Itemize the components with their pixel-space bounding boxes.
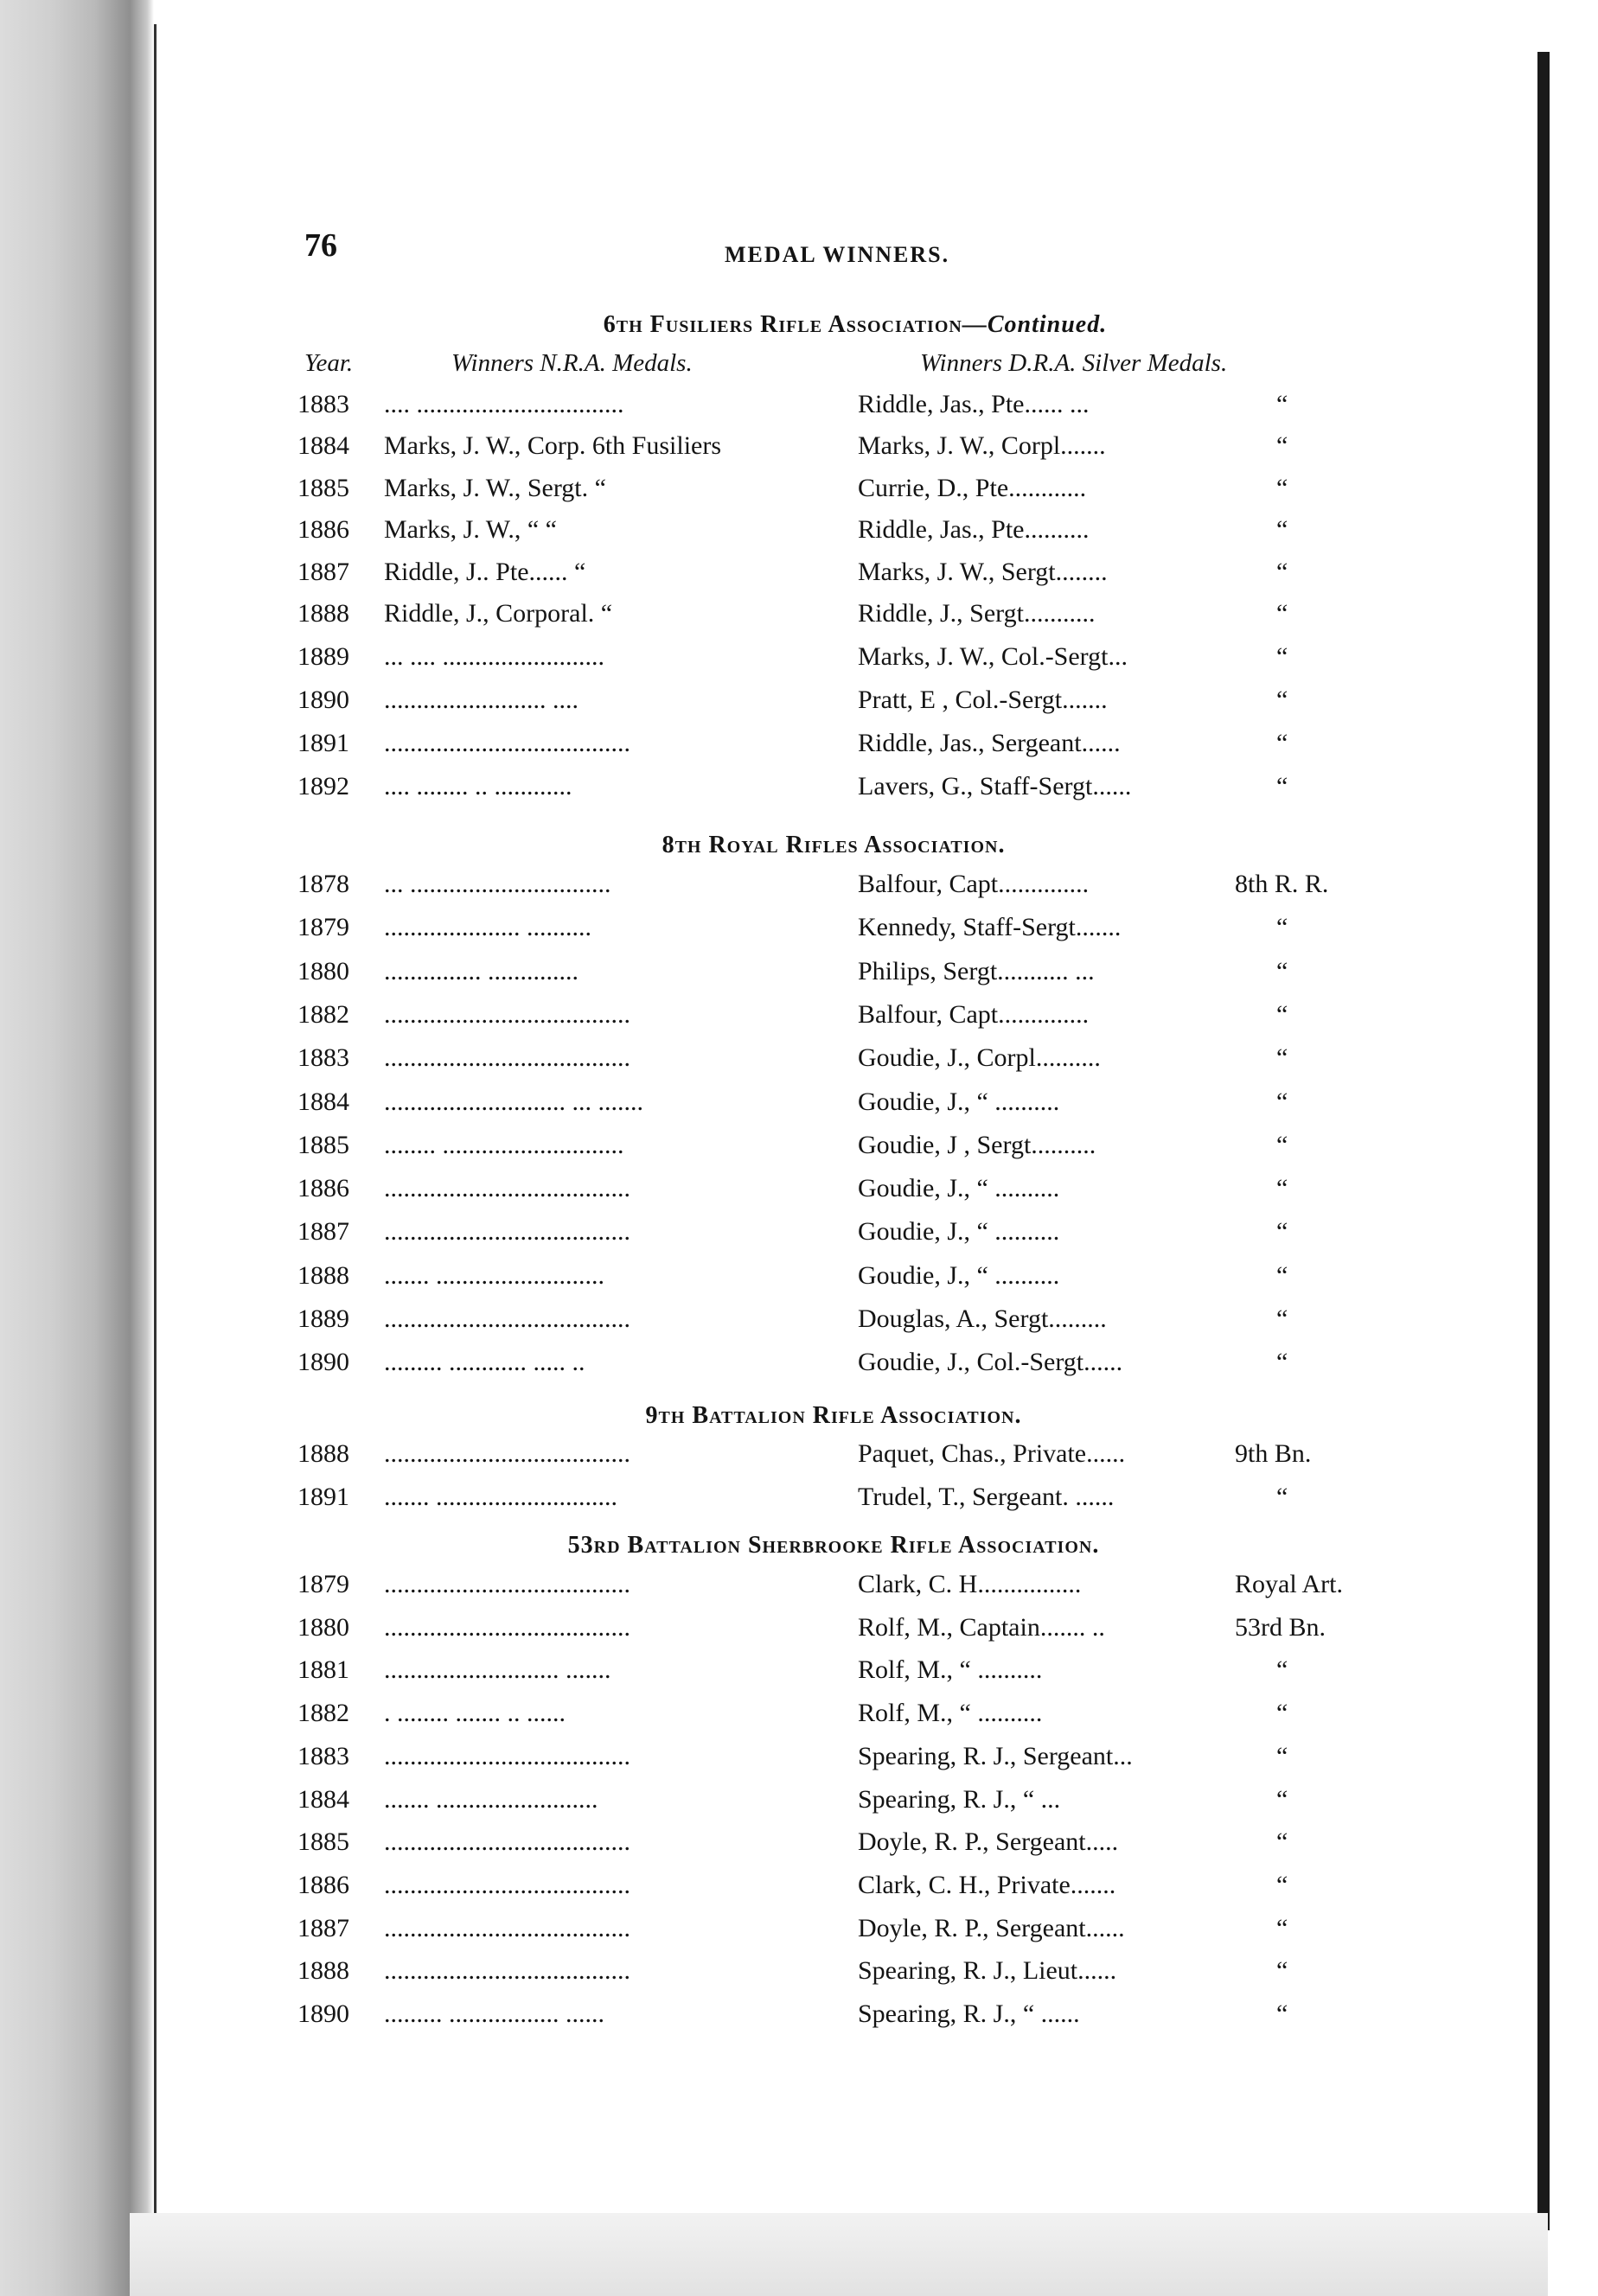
unit-cell: Royal Art. [1235,1570,1343,1598]
nra-winner-cell: ....... ............................ [384,1483,617,1511]
unit-cell: “ [1276,515,1288,544]
dra-winner-cell: Goudie, J , Sergt.......... [858,1130,1096,1159]
dra-winner-cell: Riddle, Jas., Pte...... ... [858,390,1090,418]
dra-winner-cell: Doyle, R. P., Sergeant..... [858,1827,1119,1857]
table-row [0,1259,1598,1297]
column-header-dra: Winners D.R.A. Silver Medals. [920,349,1228,377]
unit-cell: 9th Bn. [1235,1439,1312,1468]
year-cell: 1888 [297,599,349,628]
continued-label: —Continued. [962,311,1108,338]
table-row [0,513,1598,551]
table-row [0,1739,1598,1777]
year-cell: 1891 [297,1483,349,1511]
unit-cell: 8th R. R. [1235,870,1329,898]
dra-winner-cell: Marks, J. W., Col.-Sergt... [858,642,1128,671]
nra-winner-cell: ......................... .... [384,686,578,714]
table-row [0,1997,1598,2035]
nra-winner-cell: ...................................... [384,1439,630,1468]
unit-cell: “ [1276,599,1288,628]
table-row [0,1567,1598,1605]
nra-winner-cell: ...................................... [384,1913,630,1942]
table-row [0,387,1598,425]
year-cell: 1885 [297,1130,349,1159]
unit-cell: “ [1276,1174,1288,1203]
unit-cell: “ [1276,1483,1288,1511]
unit-cell: “ [1276,1217,1288,1247]
unit-cell: “ [1276,1741,1288,1770]
dra-winner-cell: Goudie, J., Corpl.......... [858,1043,1101,1073]
section-title-9th-battalion: 9th Battalion Rifle Association. [645,1402,1022,1429]
year-cell: 1883 [297,390,349,418]
table-row [0,1954,1598,1992]
year-cell: 1880 [297,1612,349,1642]
unit-cell: “ [1276,1870,1288,1899]
section-title-53rd-battalion: 53rd Battalion Sherbrooke Rifle Association. [567,1532,1100,1559]
nra-winner-cell: ...................................... [384,1043,630,1073]
year-cell: 1888 [297,1439,349,1468]
table-row [0,1215,1598,1253]
nra-winner-cell: .... ................................ [384,390,624,418]
nra-winner-cell: ...................................... [384,1870,630,1899]
year-cell: 1886 [297,1174,349,1203]
table-row [0,555,1598,593]
section-title-text: 6th Fusiliers Rifle Association [603,311,962,338]
year-cell: 1892 [297,772,349,800]
table-row [0,1437,1598,1475]
dra-winner-cell: Paquet, Chas., Private...... [858,1439,1126,1468]
year-cell: 1879 [297,913,349,942]
table-row [0,683,1598,721]
year-cell: 1888 [297,1260,349,1290]
scan-margin [130,2213,1548,2296]
year-cell: 1890 [297,1999,349,2028]
unit-cell: “ [1276,558,1288,586]
table-row [0,1783,1598,1821]
table-row [0,1610,1598,1649]
year-cell: 1880 [297,956,349,985]
nra-winner-cell: ...................................... [384,1612,630,1642]
year-cell: 1886 [297,515,349,544]
nra-winner-cell: ...................................... [384,1304,630,1333]
year-cell: 1888 [297,1956,349,1986]
unit-cell: “ [1276,1260,1288,1290]
unit-cell: 53rd Bn. [1235,1612,1326,1642]
unit-cell: “ [1276,1348,1288,1377]
dra-winner-cell: Pratt, E , Col.-Sergt....... [858,686,1108,714]
nra-winner-cell: Marks, J. W., Sergt. “ [384,474,606,502]
table-row [0,1171,1598,1209]
nra-winner-cell: .... ........ .. ............ [384,772,572,800]
nra-winner-cell: . ........ ....... .. ...... [384,1699,566,1728]
dra-winner-cell: Balfour, Capt.............. [858,870,1090,898]
dra-winner-cell: Trudel, T., Sergeant. ...... [858,1483,1115,1511]
unit-cell: “ [1276,686,1288,714]
year-cell: 1889 [297,642,349,671]
dra-winner-cell: Riddle, Jas., Sergeant...... [858,729,1121,757]
page-number: 76 [304,227,337,264]
nra-winner-cell: ...................................... [384,1570,630,1598]
dra-winner-cell: Marks, J. W., Corpl....... [858,431,1106,460]
unit-cell: “ [1276,729,1288,757]
year-cell: 1887 [297,558,349,586]
table-row [0,1868,1598,1906]
unit-cell: “ [1276,1699,1288,1728]
unit-cell: “ [1276,913,1288,942]
dra-winner-cell: Lavers, G., Staff-Sergt...... [858,772,1132,800]
year-cell: 1883 [297,1043,349,1073]
table-row [0,769,1598,807]
dra-winner-cell: Goudie, J., Col.-Sergt...... [858,1348,1123,1377]
nra-winner-cell: ..................... .......... [384,913,591,942]
unit-cell: “ [1276,642,1288,671]
nra-winner-cell: ...................................... [384,1741,630,1770]
table-row [0,726,1598,764]
unit-cell: “ [1276,1913,1288,1942]
unit-cell: “ [1276,1655,1288,1685]
dra-winner-cell: Spearing, R. J., “ ... [858,1784,1061,1814]
table-row [0,1345,1598,1383]
year-cell: 1891 [297,729,349,757]
nra-winner-cell: ....... .......................... [384,1260,604,1290]
nra-winner-cell: ............................ ... ....... [384,1087,643,1116]
table-row [0,1128,1598,1166]
year-cell: 1890 [297,686,349,714]
section-title-8th-royal-rifles: 8th Royal Rifles Association. [662,832,1006,858]
nra-winner-cell: Marks, J. W., Corp. 6th Fusiliers [384,431,722,460]
table-row [0,596,1598,635]
table-row [0,429,1598,467]
nra-winner-cell: ... ............................... [384,870,611,898]
nra-winner-cell: ...................................... [384,1217,630,1247]
unit-cell: “ [1276,1087,1288,1116]
nra-winner-cell: ...................................... [384,1827,630,1857]
table-row [0,1696,1598,1734]
unit-cell: “ [1276,1784,1288,1814]
unit-cell: “ [1276,999,1288,1029]
dra-winner-cell: Kennedy, Staff-Sergt....... [858,913,1122,942]
nra-winner-cell: ...................................... [384,729,630,757]
dra-winner-cell: Rolf, M., Captain....... .. [858,1612,1105,1642]
unit-cell: “ [1276,474,1288,502]
year-cell: 1887 [297,1217,349,1247]
table-row [0,471,1598,509]
unit-cell: “ [1276,431,1288,460]
table-row [0,640,1598,678]
table-row [0,1085,1598,1123]
dra-winner-cell: Riddle, Jas., Pte.......... [858,515,1090,544]
nra-winner-cell: ...................................... [384,1174,630,1203]
table-row [0,1480,1598,1518]
year-cell: 1883 [297,1741,349,1770]
nra-winner-cell: ...................................... [384,1956,630,1986]
year-cell: 1885 [297,1827,349,1857]
dra-winner-cell: Balfour, Capt.............. [858,999,1090,1029]
unit-cell: “ [1276,1130,1288,1159]
nra-winner-cell: ......... ................. ...... [384,1999,604,2028]
dra-winner-cell: Marks, J. W., Sergt........ [858,558,1108,586]
year-cell: 1890 [297,1348,349,1377]
dra-winner-cell: Goudie, J., “ .......... [858,1087,1060,1116]
dra-winner-cell: Rolf, M., “ .......... [858,1699,1043,1728]
dra-winner-cell: Goudie, J., “ .......... [858,1217,1060,1247]
table-row [0,867,1598,905]
dra-winner-cell: Currie, D., Pte............ [858,474,1087,502]
table-row [0,1911,1598,1949]
table-row [0,1825,1598,1863]
nra-winner-cell: ........................... ....... [384,1655,611,1685]
nra-winner-cell: Marks, J. W., “ “ [384,515,557,544]
unit-cell: “ [1276,1956,1288,1986]
nra-winner-cell: ........ ............................ [384,1130,624,1159]
year-cell: 1886 [297,1870,349,1899]
table-row [0,910,1598,948]
year-cell: 1885 [297,474,349,502]
dra-winner-cell: Goudie, J., “ .......... [858,1174,1060,1203]
dra-winner-cell: Spearing, R. J., “ ...... [858,1999,1080,2028]
year-cell: 1887 [297,1913,349,1942]
dra-winner-cell: Douglas, A., Sergt......... [858,1304,1107,1333]
dra-winner-cell: Goudie, J., “ .......... [858,1260,1060,1290]
year-cell: 1884 [297,1087,349,1116]
dra-winner-cell: Philips, Sergt........... ... [858,956,1095,985]
section-title-6th-fusiliers [0,311,1598,339]
column-header-nra: Winners N.R.A. Medals. [451,349,693,377]
unit-cell: “ [1276,1827,1288,1857]
dra-winner-cell: Spearing, R. J., Lieut...... [858,1956,1117,1986]
table-row [0,1653,1598,1691]
nra-winner-cell: Riddle, J., Corporal. “ [384,599,613,628]
unit-cell: “ [1276,772,1288,800]
year-cell: 1882 [297,1699,349,1728]
year-cell: 1882 [297,999,349,1029]
year-cell: 1889 [297,1304,349,1333]
year-cell: 1881 [297,1655,349,1685]
year-cell: 1884 [297,431,349,460]
unit-cell: “ [1276,956,1288,985]
nra-winner-cell: ......... ............ ..... .. [384,1348,585,1377]
unit-cell: “ [1276,390,1288,418]
nra-winner-cell: ...................................... [384,999,630,1029]
dra-winner-cell: Rolf, M., “ .......... [858,1655,1043,1685]
nra-winner-cell: Riddle, J.. Pte...... “ [384,558,586,586]
nra-winner-cell: ....... ......................... [384,1784,598,1814]
table-row [0,954,1598,992]
unit-cell: “ [1276,1999,1288,2028]
dra-winner-cell: Riddle, J., Sergt........... [858,599,1096,628]
year-cell: 1884 [297,1784,349,1814]
column-header-year: Year. [304,349,354,377]
year-cell: 1878 [297,870,349,898]
unit-cell: “ [1276,1304,1288,1333]
table-row [0,998,1598,1036]
table-row [0,1041,1598,1079]
dra-winner-cell: Clark, C. H................ [858,1570,1082,1598]
nra-winner-cell: ............... .............. [384,956,578,985]
dra-winner-cell: Spearing, R. J., Sergeant... [858,1741,1133,1770]
dra-winner-cell: Clark, C. H., Private....... [858,1870,1116,1899]
running-head: MEDAL WINNERS. [725,242,950,267]
nra-winner-cell: ... .... ......................... [384,642,604,671]
dra-winner-cell: Doyle, R. P., Sergeant...... [858,1913,1125,1942]
unit-cell: “ [1276,1043,1288,1073]
year-cell: 1879 [297,1570,349,1598]
table-row [0,1302,1598,1340]
